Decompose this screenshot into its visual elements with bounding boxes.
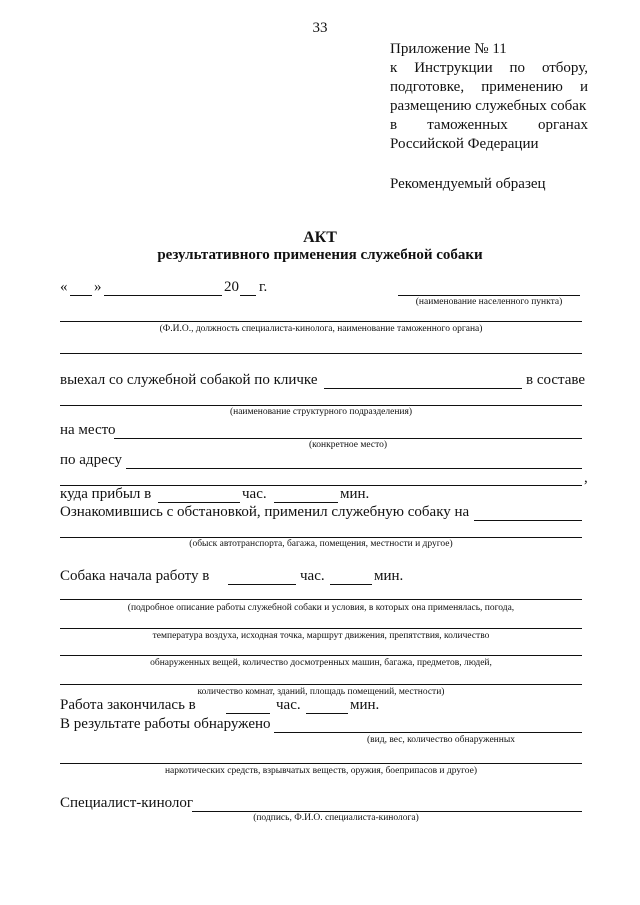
caption-description-3: обнаруженных вещей, количество досмотренных машин, багажа, предметов, людей,: [150, 658, 492, 668]
arrived-hour-label: час.: [242, 486, 267, 502]
start-min-label: мин.: [374, 568, 404, 584]
fio-field[interactable]: [60, 321, 582, 322]
page-number: 33: [312, 20, 328, 36]
address-label: по адресу: [60, 452, 123, 468]
left-with-dog-label: выехал со служебной собакой по кличке: [60, 372, 318, 388]
work-ended-label: Работа закончилась в: [60, 697, 196, 713]
caption-found-2: наркотических средств, взрывчатых веществ, оружия, боеприпасов и другое): [164, 766, 478, 776]
appendix-word: таможенных: [427, 117, 508, 133]
applied-on-field[interactable]: [474, 520, 582, 521]
appendix-word: органах: [537, 117, 588, 133]
date-year: 20: [224, 279, 239, 295]
end-hour-label: час.: [276, 697, 301, 713]
appendix-word: отбору,: [541, 60, 588, 76]
caption-signature: (подпись, Ф.И.О. специалиста-кинолога): [253, 813, 419, 823]
appendix-line-5: [390, 116, 588, 135]
arrived-label: куда прибыл в: [60, 486, 152, 502]
result-field-continued[interactable]: [60, 763, 582, 764]
date-quote-open: «: [60, 279, 68, 295]
start-min-field[interactable]: [330, 584, 372, 585]
date-suffix: г.: [259, 279, 268, 295]
caption-search: (обыск автотранспорта, багажа, помещения, местности и другое): [189, 539, 453, 549]
to-place-label: на место: [60, 422, 116, 438]
arrived-min-field[interactable]: [274, 502, 338, 503]
start-hour-label: час.: [300, 568, 325, 584]
caption-description-1: (подробное описание работы служебной собаки и условия, в которых она применялась, погода,: [127, 603, 515, 613]
caption-place: (конкретное место): [308, 440, 388, 450]
appendix-line-2: [390, 59, 588, 78]
unit-field[interactable]: [60, 405, 582, 406]
search-type-field[interactable]: [60, 537, 582, 538]
specialist-label: Специалист-кинолог: [60, 795, 194, 811]
description-field-4[interactable]: [60, 684, 582, 685]
month-field[interactable]: [104, 295, 222, 296]
appendix-line-6: Российской Федерации: [390, 136, 539, 152]
result-label: В результате работы обнаружено: [60, 716, 271, 732]
settlement-field[interactable]: [398, 295, 580, 296]
appendix-word: подготовке,: [390, 79, 465, 95]
description-field-3[interactable]: [60, 655, 582, 656]
appendix-line-3: [390, 78, 588, 97]
result-field[interactable]: [274, 732, 582, 733]
recommended-sample: Рекомендуемый образец: [390, 176, 546, 192]
familiarized-label: Ознакомившись с обстановкой, применил служебную собаку на: [60, 504, 470, 520]
document-title: АКТ: [303, 229, 337, 246]
signature-field[interactable]: [192, 811, 582, 812]
start-hour-field[interactable]: [228, 584, 296, 585]
place-field[interactable]: [114, 438, 582, 439]
caption-settlement: (наименование населенного пункта): [415, 297, 563, 307]
in-staff-label: в составе: [526, 372, 586, 388]
appendix-word: в: [390, 117, 398, 133]
appendix-word: применению: [481, 79, 563, 95]
caption-description-4: количество комнат, зданий, площадь помещений, местности): [197, 687, 445, 697]
end-min-label: мин.: [350, 697, 380, 713]
appendix-word: Инструкции: [414, 60, 493, 76]
dog-started-label: Собака начала работу в: [60, 568, 210, 584]
caption-unit: (наименование структурного подразделения): [229, 407, 413, 417]
dog-name-field[interactable]: [324, 388, 522, 389]
description-field-1[interactable]: [60, 599, 582, 600]
day-field[interactable]: [70, 295, 92, 296]
caption-found-1: (вид, вес, количество обнаруженных: [367, 735, 515, 745]
appendix-word: к: [390, 60, 398, 76]
end-hour-field[interactable]: [226, 713, 270, 714]
year-field[interactable]: [240, 295, 256, 296]
end-min-field[interactable]: [306, 713, 348, 714]
appendix-line-4: размещению служебных собак: [390, 98, 587, 114]
appendix-word: и: [579, 79, 588, 95]
caption-fio: (Ф.И.О., должность специалиста-кинолога, наименование таможенного органа): [159, 324, 483, 334]
address-comma: ,: [584, 470, 588, 486]
appendix-title: Приложение № 11: [390, 41, 507, 57]
fio-field-continued[interactable]: [60, 353, 582, 354]
address-field[interactable]: [126, 468, 582, 469]
appendix-word: по: [509, 60, 526, 76]
document-subtitle: результативного применения служебной собаки: [157, 247, 483, 263]
date-quote-close: »: [94, 279, 102, 295]
arrived-hour-field[interactable]: [158, 502, 240, 503]
caption-description-2: температура воздуха, исходная точка, маршрут движения, препятствия, количество: [152, 631, 490, 641]
arrived-min-label: мин.: [340, 486, 370, 502]
description-field-2[interactable]: [60, 628, 582, 629]
